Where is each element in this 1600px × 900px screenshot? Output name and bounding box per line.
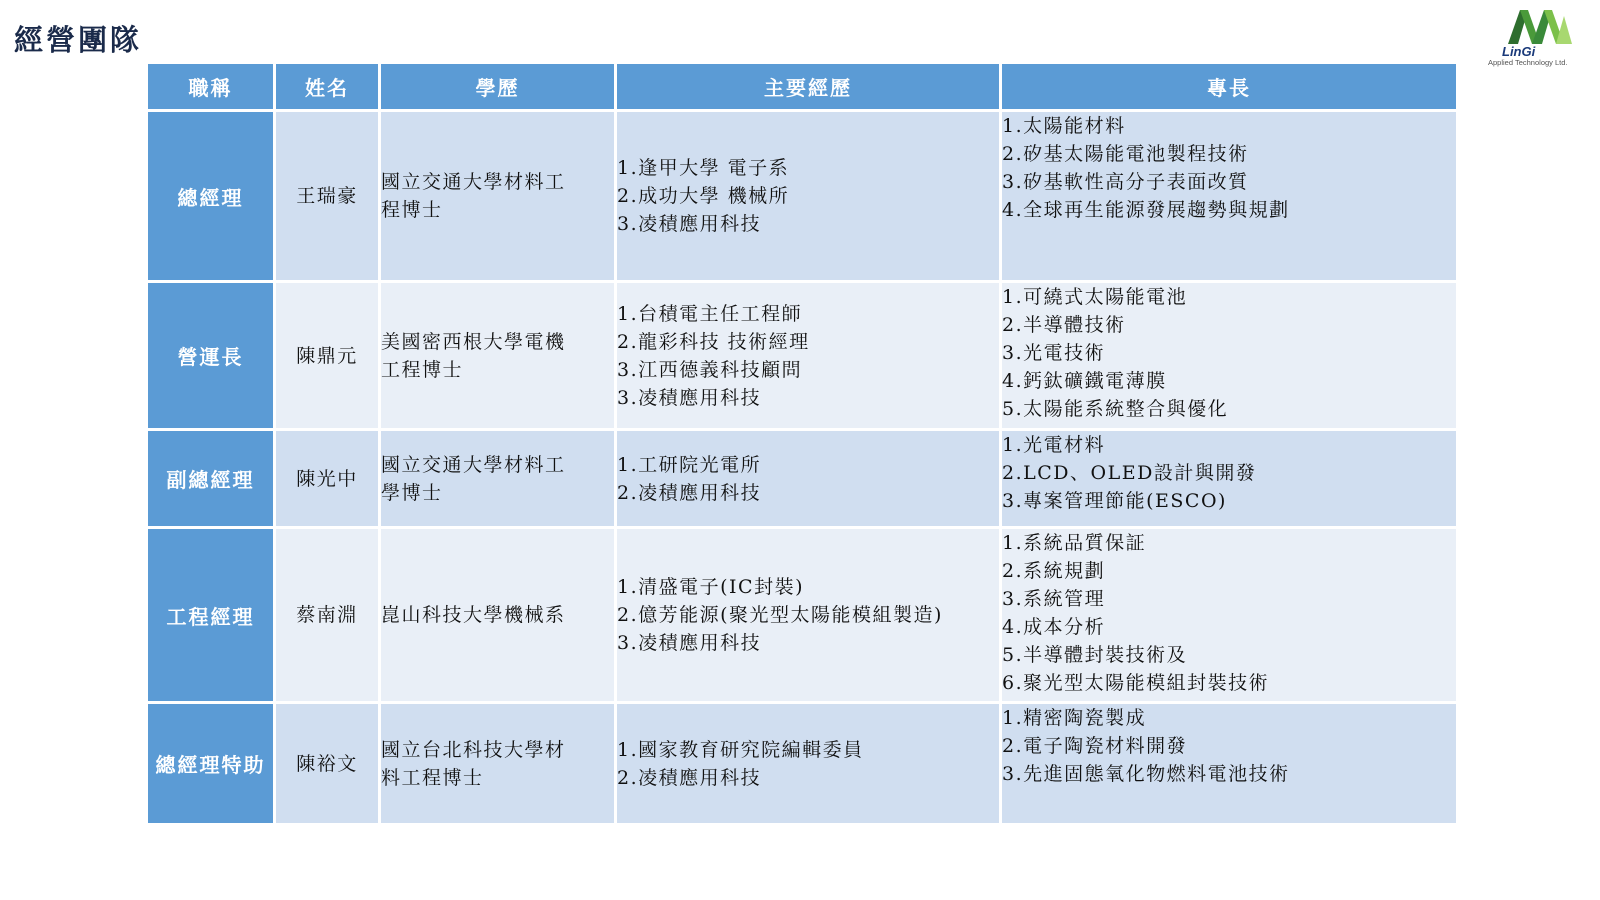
education-cell: 國立交通大學材料工 程博士 [380,111,616,282]
name-cell: 蔡南淵 [275,528,380,703]
management-team-table [145,61,1459,826]
logo-mark-icon [1506,6,1576,46]
education-cell: 國立交通大學材料工 學博士 [380,430,616,528]
job-title-cell: 總經理特助 [147,703,275,825]
job-title-cell: 副總經理 [147,430,275,528]
name-cell: 陳光中 [275,430,380,528]
table-row [147,703,1458,825]
table-row [147,528,1458,703]
table-row [147,111,1458,282]
expertise-cell: 1.系統品質保証 2.系統規劃 3.系統管理 4.成本分析 5.半導體封裝技術及 6.聚光型太陽能模組封裝技術 [1001,528,1458,703]
header-expertise: 專長 [1001,63,1458,111]
education-cell: 國立台北科技大學材 料工程博士 [380,703,616,825]
experience-cell: 1.工研院光電所 2.凌積應用科技 [616,430,1001,528]
header-experience: 主要經歷 [616,63,1001,111]
education-cell: 崑山科技大學機械系 [380,528,616,703]
education-cell: 美國密西根大學電機 工程博士 [380,282,616,430]
expertise-cell: 1.太陽能材料 2.矽基太陽能電池製程技術 3.矽基軟性高分子表面改質 4.全球再生能源發展趨勢與規劃 [1001,111,1458,282]
job-title-cell: 總經理 [147,111,275,282]
company-logo [1486,6,1598,66]
job-title-cell: 營運長 [147,282,275,430]
logo-brand: LinGi [1502,44,1536,59]
table-row [147,282,1458,430]
experience-cell: 1.台積電主任工程師 2.龍彩科技 技術經理 3.江西德義科技顧問 3.凌積應用科技 [616,282,1001,430]
name-cell: 陳裕文 [275,703,380,825]
expertise-cell: 1.可繞式太陽能電池 2.半導體技術 3.光電技術 4.鈣鈦礦鐵電薄膜 5.太陽能系統整合與優化 [1001,282,1458,430]
job-title-cell: 工程經理 [147,528,275,703]
name-cell: 陳鼎元 [275,282,380,430]
page-title: 經營團隊 [14,23,143,57]
experience-cell: 1.逢甲大學 電子系 2.成功大學 機械所 3.凌積應用科技 [616,111,1001,282]
name-cell: 王瑞豪 [275,111,380,282]
expertise-cell: 1.精密陶瓷製成 2.電子陶瓷材料開發 3.先進固態氧化物燃料電池技術 [1001,703,1458,825]
header-education: 學歷 [380,63,616,111]
table-header-row [147,63,1458,111]
logo-tagline: Applied Technology Ltd. [1488,58,1568,67]
header-title: 職稱 [147,63,275,111]
header-name: 姓名 [275,63,380,111]
expertise-cell: 1.光電材料 2.LCD、OLED設計與開發 3.專案管理節能(ESCO) [1001,430,1458,528]
table-row [147,430,1458,528]
experience-cell: 1.清盛電子(IC封裝) 2.億芳能源(聚光型太陽能模組製造) 3.凌積應用科技 [616,528,1001,703]
experience-cell: 1.國家教育研究院編輯委員 2.凌積應用科技 [616,703,1001,825]
